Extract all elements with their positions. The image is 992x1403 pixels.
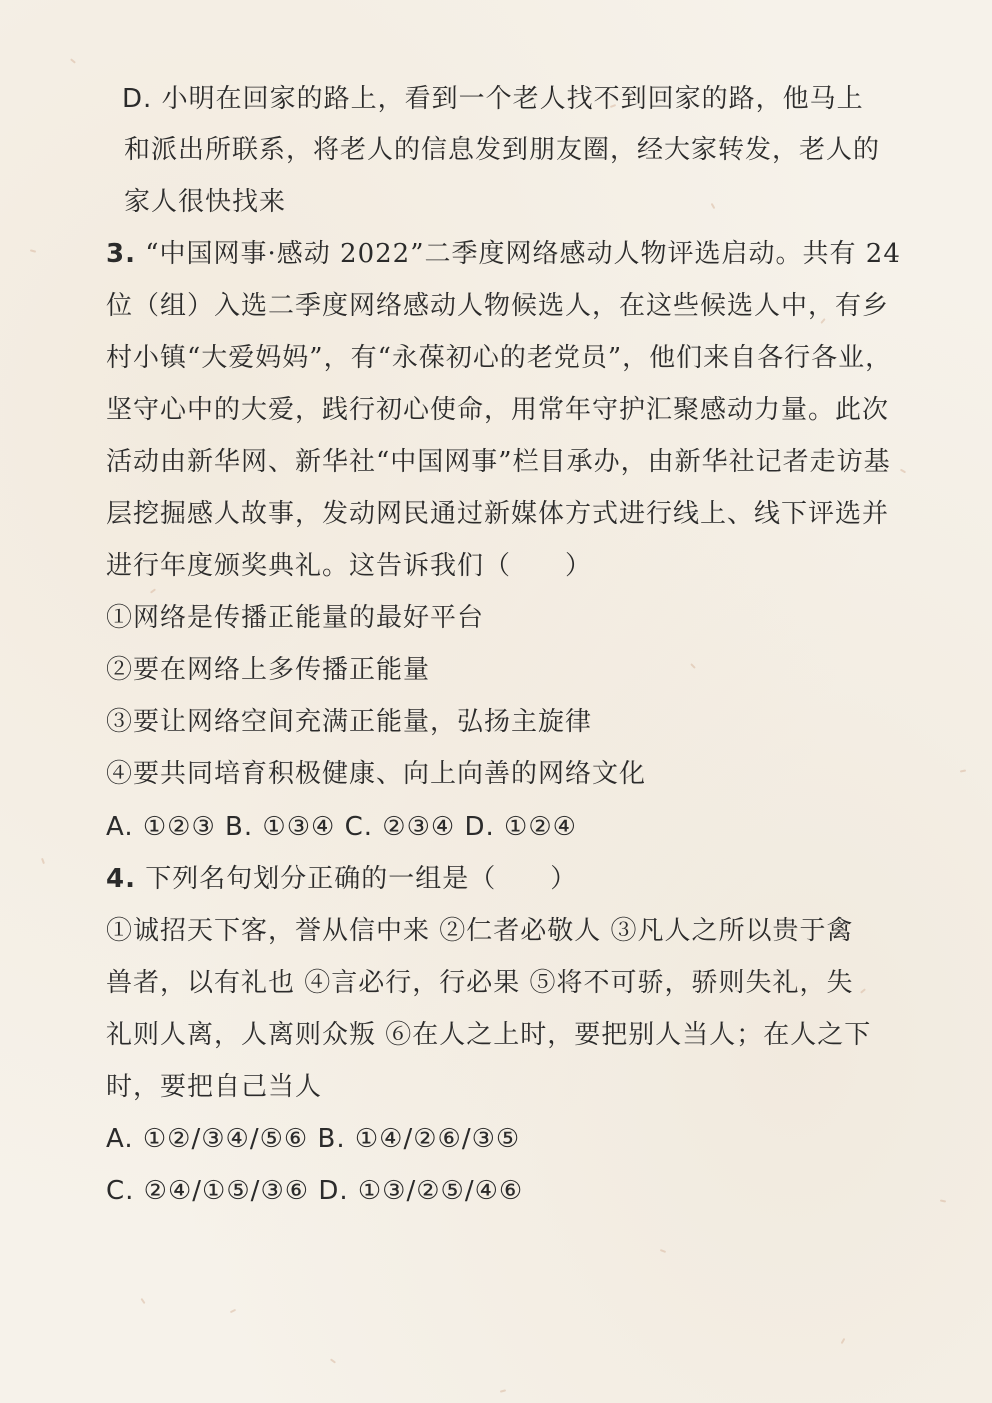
paper-fleck — [230, 1309, 236, 1313]
q2-option-d-label: D. — [122, 84, 153, 114]
q3-statement-3: ③要让网络空间充满正能量，弘扬主旋律 — [106, 707, 593, 737]
q4-choices-line-2: C. ②④/①⑤/③⑥ D. ①③/②⑤/④⑥ — [106, 1176, 524, 1206]
paper-fleck — [500, 1389, 506, 1392]
paper-fleck — [41, 858, 45, 864]
q4-body-line-4: 时，要把自己当人 — [106, 1072, 323, 1102]
paper-fleck — [690, 663, 696, 669]
q3-stem-line-2: 位（组）入选二季度网络感动人物候选人，在这些候选人中，有乡 — [106, 291, 890, 321]
paper-fleck — [140, 1298, 145, 1304]
paper-fleck — [330, 1358, 336, 1363]
q3-statement-1: ①网络是传播正能量的最好平台 — [106, 603, 485, 633]
q3-number: 3. — [106, 239, 136, 269]
q4-stem-line — [106, 862, 577, 896]
q2-option-d-text: 小明在回家的路上，看到一个老人找不到回家的路，他马上 — [161, 84, 864, 114]
paper-fleck — [30, 249, 36, 252]
q2-option-d-line-3: 家人很快找来 — [124, 187, 287, 217]
q3-stem-text: “中国网事·感动 2022”二季度网络感动人物评选启动。共有 24 — [145, 239, 901, 269]
paper-fleck — [960, 769, 966, 772]
q3-stem-line-5: 活动由新华网、新华社“中国网事”栏目承办，由新华社记者走访基 — [106, 447, 891, 477]
q3-choices: A. ①②③ B. ①③④ C. ②③④ D. ①②④ — [106, 812, 577, 842]
q4-body-line-1: ①诚招天下客，誉从信中来 ②仁者必敬人 ③凡人之所以贵于禽 — [106, 916, 854, 946]
q4-stem-text: 下列名句划分正确的一组是（ ） — [145, 864, 578, 894]
paper-fleck — [660, 1249, 666, 1253]
q3-stem-line-6: 层挖掘感人故事，发动网民通过新媒体方式进行线上、线下评选并 — [106, 499, 890, 529]
paper-fleck — [841, 1338, 846, 1344]
paper-fleck — [860, 988, 866, 993]
q4-body-line-2: 兽者，以有礼也 ④言必行，行必果 ⑤将不可骄，骄则失礼，失 — [106, 968, 854, 998]
paper-fleck — [900, 469, 906, 474]
q3-stem-line-3: 村小镇“大爱妈妈”，有“永葆初心的老党员”，他们来自各行各业， — [106, 343, 893, 373]
paper-fleck — [150, 588, 156, 593]
q3-statement-2: ②要在网络上多传播正能量 — [106, 655, 431, 685]
q3-statement-4: ④要共同培育积极健康、向上向善的网络文化 — [106, 759, 647, 789]
q3-stem-line-7: 进行年度颁奖典礼。这告诉我们（ ） — [106, 551, 593, 581]
q3-stem-line-1 — [106, 237, 901, 271]
q2-option-d-line-1 — [122, 82, 864, 116]
paper-fleck — [940, 1199, 946, 1202]
q3-stem-line-4: 坚守心中的大爱，践行初心使命，用常年守护汇聚感动力量。此次 — [106, 395, 890, 425]
q4-number: 4. — [106, 864, 136, 894]
paper-fleck — [711, 203, 716, 209]
q4-body-line-3: 礼则人离，人离则众叛 ⑥在人之上时，要把别人当人；在人之下 — [106, 1020, 872, 1050]
q2-option-d-line-2: 和派出所联系，将老人的信息发到朋友圈，经大家转发，老人的 — [124, 135, 881, 165]
paper-fleck — [70, 58, 76, 63]
q4-choices-line-1: A. ①②/③④/⑤⑥ B. ①④/②⑥/③⑤ — [106, 1124, 521, 1154]
